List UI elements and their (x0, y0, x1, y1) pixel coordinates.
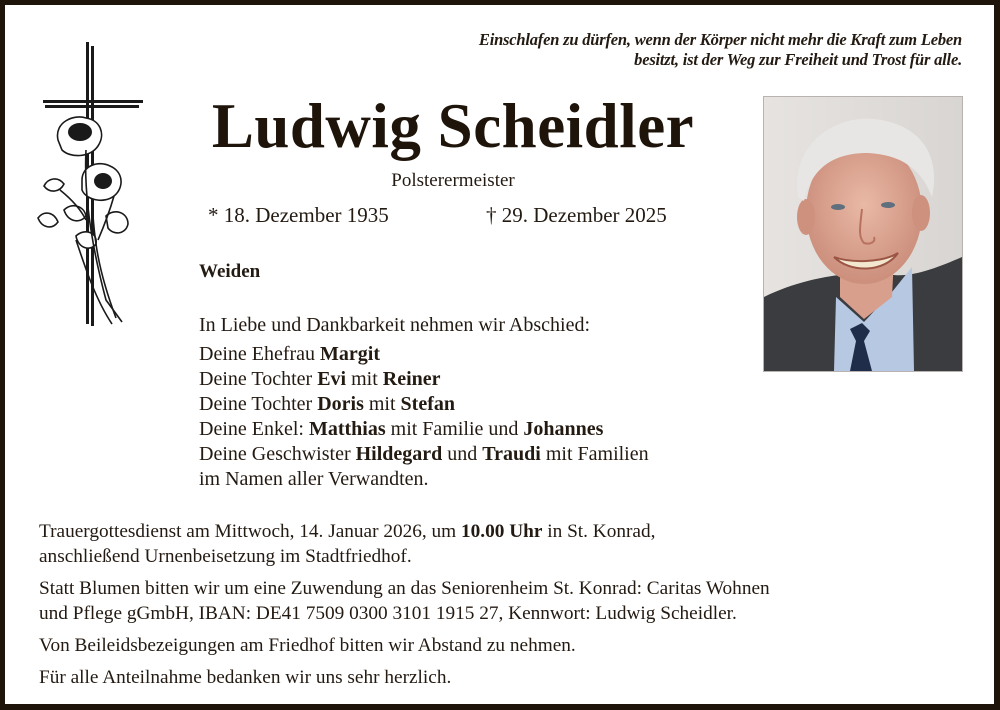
donation-info: Statt Blumen bitten wir um eine Zuwendung an das Seniorenheim St. Konrad: Caritas Wohnen und Pflege gGmbH, IBAN: DE41 7509 0300 3101 1915 27, Kennwort: Ludwig Scheidler. (39, 578, 770, 624)
portrait-photo (763, 96, 963, 372)
deceased-name: Ludwig Scheidler (211, 91, 695, 161)
family-line: Deine Geschwister Hildegard und Traudi mit Familien (199, 443, 649, 465)
motto-quote (479, 30, 962, 70)
mourner-name: Doris (317, 393, 364, 415)
mourner-name: Reiner (382, 368, 441, 390)
mourner-name: Margit (320, 343, 381, 365)
mourner-name: Johannes (523, 418, 604, 440)
family-line: Deine Tochter Doris mit Stefan (199, 393, 455, 415)
family-block (199, 313, 649, 492)
family-line: Deine Ehefrau Margit (199, 343, 381, 365)
thanks-note: Für alle Anteilnahme bedanken wir uns sehr herzlich. (39, 667, 452, 688)
mourner-name: Matthias (308, 418, 386, 440)
service-time: 10.00 Uhr (461, 521, 543, 542)
mourner-name: Stefan (400, 393, 455, 415)
motto-line-2: besitzt, ist der Weg zur Freiheit und Trost für alle. (634, 50, 962, 69)
profession: Polsterermeister (391, 170, 515, 191)
family-line: Deine Enkel: Matthias mit Familie und Johannes (199, 418, 604, 440)
family-line: Deine Tochter Evi mit Reiner (199, 368, 441, 390)
city: Weiden (199, 261, 261, 282)
condolence-note: Von Beileidsbezeigungen am Friedhof bitten wir Abstand zu nehmen. (39, 635, 576, 656)
mourner-name: Hildegard (355, 443, 443, 465)
mourner-name: Evi (317, 368, 347, 390)
family-line: im Namen aller Verwandten. (199, 468, 429, 490)
motto-line-1: Einschlafen zu dürfen, wenn der Körper nicht mehr die Kraft zum Leben (478, 30, 962, 49)
birth-date: * 18. Dezember 1935 (208, 203, 389, 227)
mourner-name: Traudi (482, 443, 541, 465)
cross-with-roses-icon (36, 40, 146, 330)
service-info: Trauergottesdienst am Mittwoch, 14. Januar 2026, um 10.00 Uhr in St. Konrad, anschließend Urnenbeisetzung im Stadtfriedhof. (39, 521, 656, 567)
family-intro: In Liebe und Dankbarkeit nehmen wir Abschied: (199, 314, 590, 336)
footer-notes (39, 519, 959, 697)
death-date: † 29. Dezember 2025 (486, 203, 667, 227)
